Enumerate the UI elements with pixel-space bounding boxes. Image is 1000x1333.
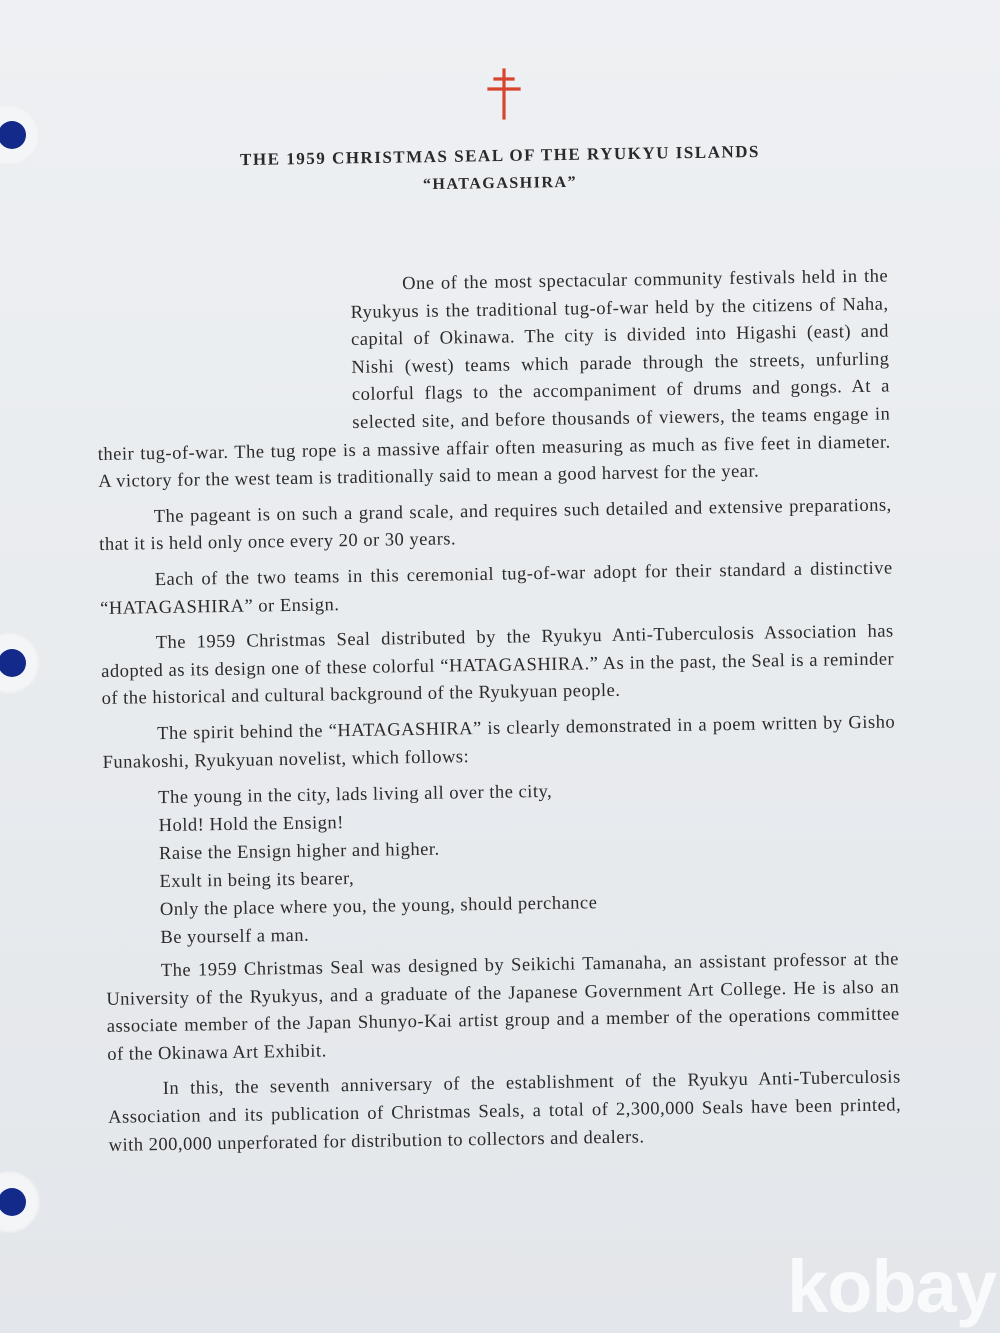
poem-line: Only the place where you, the young, should perchance — [159, 893, 598, 921]
poem-line: The young in the city, lads living all over the city, — [158, 781, 553, 809]
double-barred-cross-icon — [484, 68, 524, 120]
poem — [158, 773, 899, 953]
poem-line: Be yourself a man. — [160, 925, 310, 949]
paragraph: Each of the two teams in this ceremonial tug-of-war adopt for their standard a distinctive “HATAGASHIRA” or Ensign. — [100, 558, 893, 619]
paragraph: The 1959 Christmas Seal was designed by Seikichi Tamanaha, an assistant professor at the University of the Ryukyus, and a graduate of the Japanese Government Art College. He is also an associate member of the Japan Shunyo-Kai artist group and a member of the operations committee of the Okinawa Art Exhibit. — [106, 949, 900, 1065]
paragraph: The spirit behind the “HATAGASHIRA” is clearly demonstrated in a poem written by Gisho Funakoshi, Ryukyuan novelist, which follows: — [102, 712, 896, 773]
poem-line: Exult in being its bearer, — [159, 869, 355, 893]
punch-hole-bottom — [0, 1171, 40, 1233]
paragraph: The pageant is on such a grand scale, and requires such detailed and extensive preparations, that it is held only once every 20 or 30 years. — [99, 495, 892, 556]
document-subtitle: “HATAGASHIRA” — [422, 173, 578, 194]
paragraph: In this, the seventh anniversary of the establishment of the Ryukyu Anti-Tuberculosis Association and its publication of Christmas Seals, a total of 2,300,000 Seals have been printed, with 200,000 unperforated for distribution to collectors and dealers. — [108, 1067, 902, 1156]
document-body — [95, 264, 902, 1169]
poem-line: Hold! Hold the Ensign! — [158, 813, 344, 837]
paragraph: One of the most spectacular community festivals held in the Ryukyus is the traditional tug-of-war held by the citizens of Naha, capital of Okinawa. The city is divided into Higashi (east) and Nishi (west) teams which parade through the streets, unfurling colorful flags to the accompaniment of drums and gongs. At a selected site, and before thousands of viewers, the teams engage in their tug-of-war. The tug rope is a massive affair often measuring as much as five feet in diameter. A victory for the west team is traditionally said to mean a good harvest for the year. — [97, 266, 891, 493]
paragraph: The 1959 Christmas Seal distributed by the Ryukyu Anti-Tuberculosis Association has adopted as its design one of these colorful “HATAGASHIRA.” As in the past, the Seal is a reminder of the historical and cultural background of the Ryukyuan people. — [101, 621, 895, 710]
poem-line: Raise the Ensign higher and higher. — [158, 839, 440, 865]
watermark: kobay — [787, 1245, 996, 1328]
punch-hole-middle — [0, 632, 40, 694]
document-title: THE 1959 CHRISTMAS SEAL OF THE RYUKYU ISLANDS — [239, 141, 761, 170]
